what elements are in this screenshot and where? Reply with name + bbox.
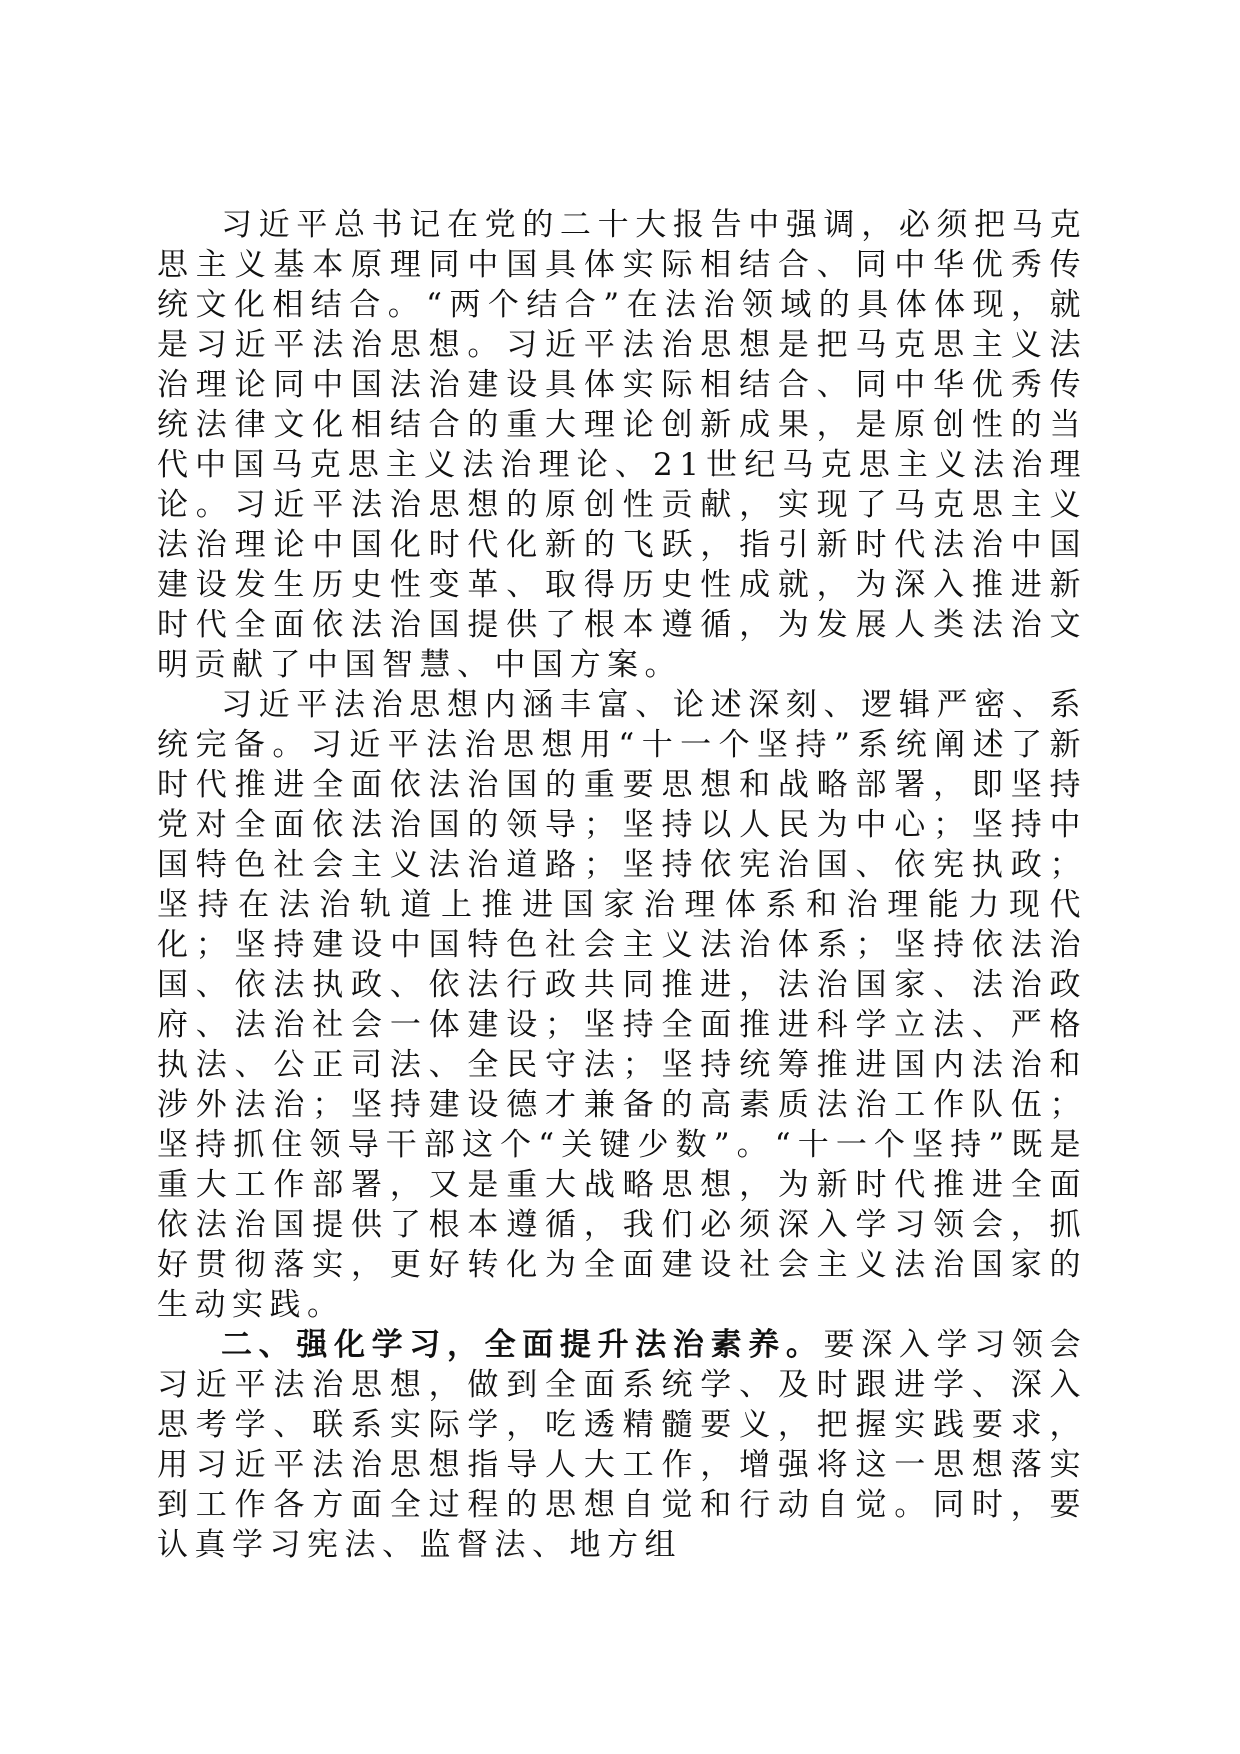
paragraph-1 [157,205,1087,685]
paragraph-3-text: 要深入学习领会习近平法治思想，做到全面系统学、及时跟进学、深入思考学、联系实际学，吃透精髓要义，把握实践要求，用习近平法治思想指导人大工作，增强将这一思想落实到工作各方面全过程的思想自觉和行动自觉。同时，要认真学习宪法、监督法、地方组 [157,1327,1088,1563]
paragraph-3 [157,1325,1087,1565]
section-heading: 二、强化学习，全面提升法治素养。 [221,1327,824,1363]
paragraph-2 [157,685,1087,1325]
paragraph-1-text: 习近平总书记在党的二十大报告中强调，必须把马克思主义基本原理同中国具体实际相结合、同中华优秀传统文化相结合。“两个结合”在法治领域的具体体现，就是习近平法治思想。习近平法治思想是把马克思主义法治理论同中国法治建设具体实际相结合、同中华优秀传统法律文化相结合的重大理论创新成果，是原创性的当代中国马克思主义法治理论、21世纪马克思主义法治理论。习近平法治思想的原创性贡献，实现了马克思主义法治理论中国化时代化新的飞跃，指引新时代法治中国建设发生历史性变革、取得历史性成就，为深入推进新时代全面依法治国提供了根本遵循，为发展人类法治文明贡献了中国智慧、中国方案。 [157,207,1087,683]
body-text [157,205,1087,1565]
paragraph-2-text: 习近平法治思想内涵丰富、论述深刻、逻辑严密、系统完备。习近平法治思想用“十一个坚持”系统阐述了新时代推进全面依法治国的重要思想和战略部署，即坚持党对全面依法治国的领导；坚持以人民为中心；坚持中国特色社会主义法治道路；坚持依宪治国、依宪执政；坚持在法治轨道上推进国家治理体系和治理能力现代化；坚持建设中国特色社会主义法治体系；坚持依法治国、依法执政、依法行政共同推进，法治国家、法治政府、法治社会一体建设；坚持全面推进科学立法、严格执法、公正司法、全民守法；坚持统筹推进国内法治和涉外法治；坚持建设德才兼备的高素质法治工作队伍；坚持抓住领导干部这个“关键少数”。“十一个坚持”既是重大工作部署，又是重大战略思想，为新时代推进全面依法治国提供了根本遵循，我们必须深入学习领会，抓好贯彻落实，更好转化为全面建设社会主义法治国家的生动实践。 [157,687,1087,1323]
